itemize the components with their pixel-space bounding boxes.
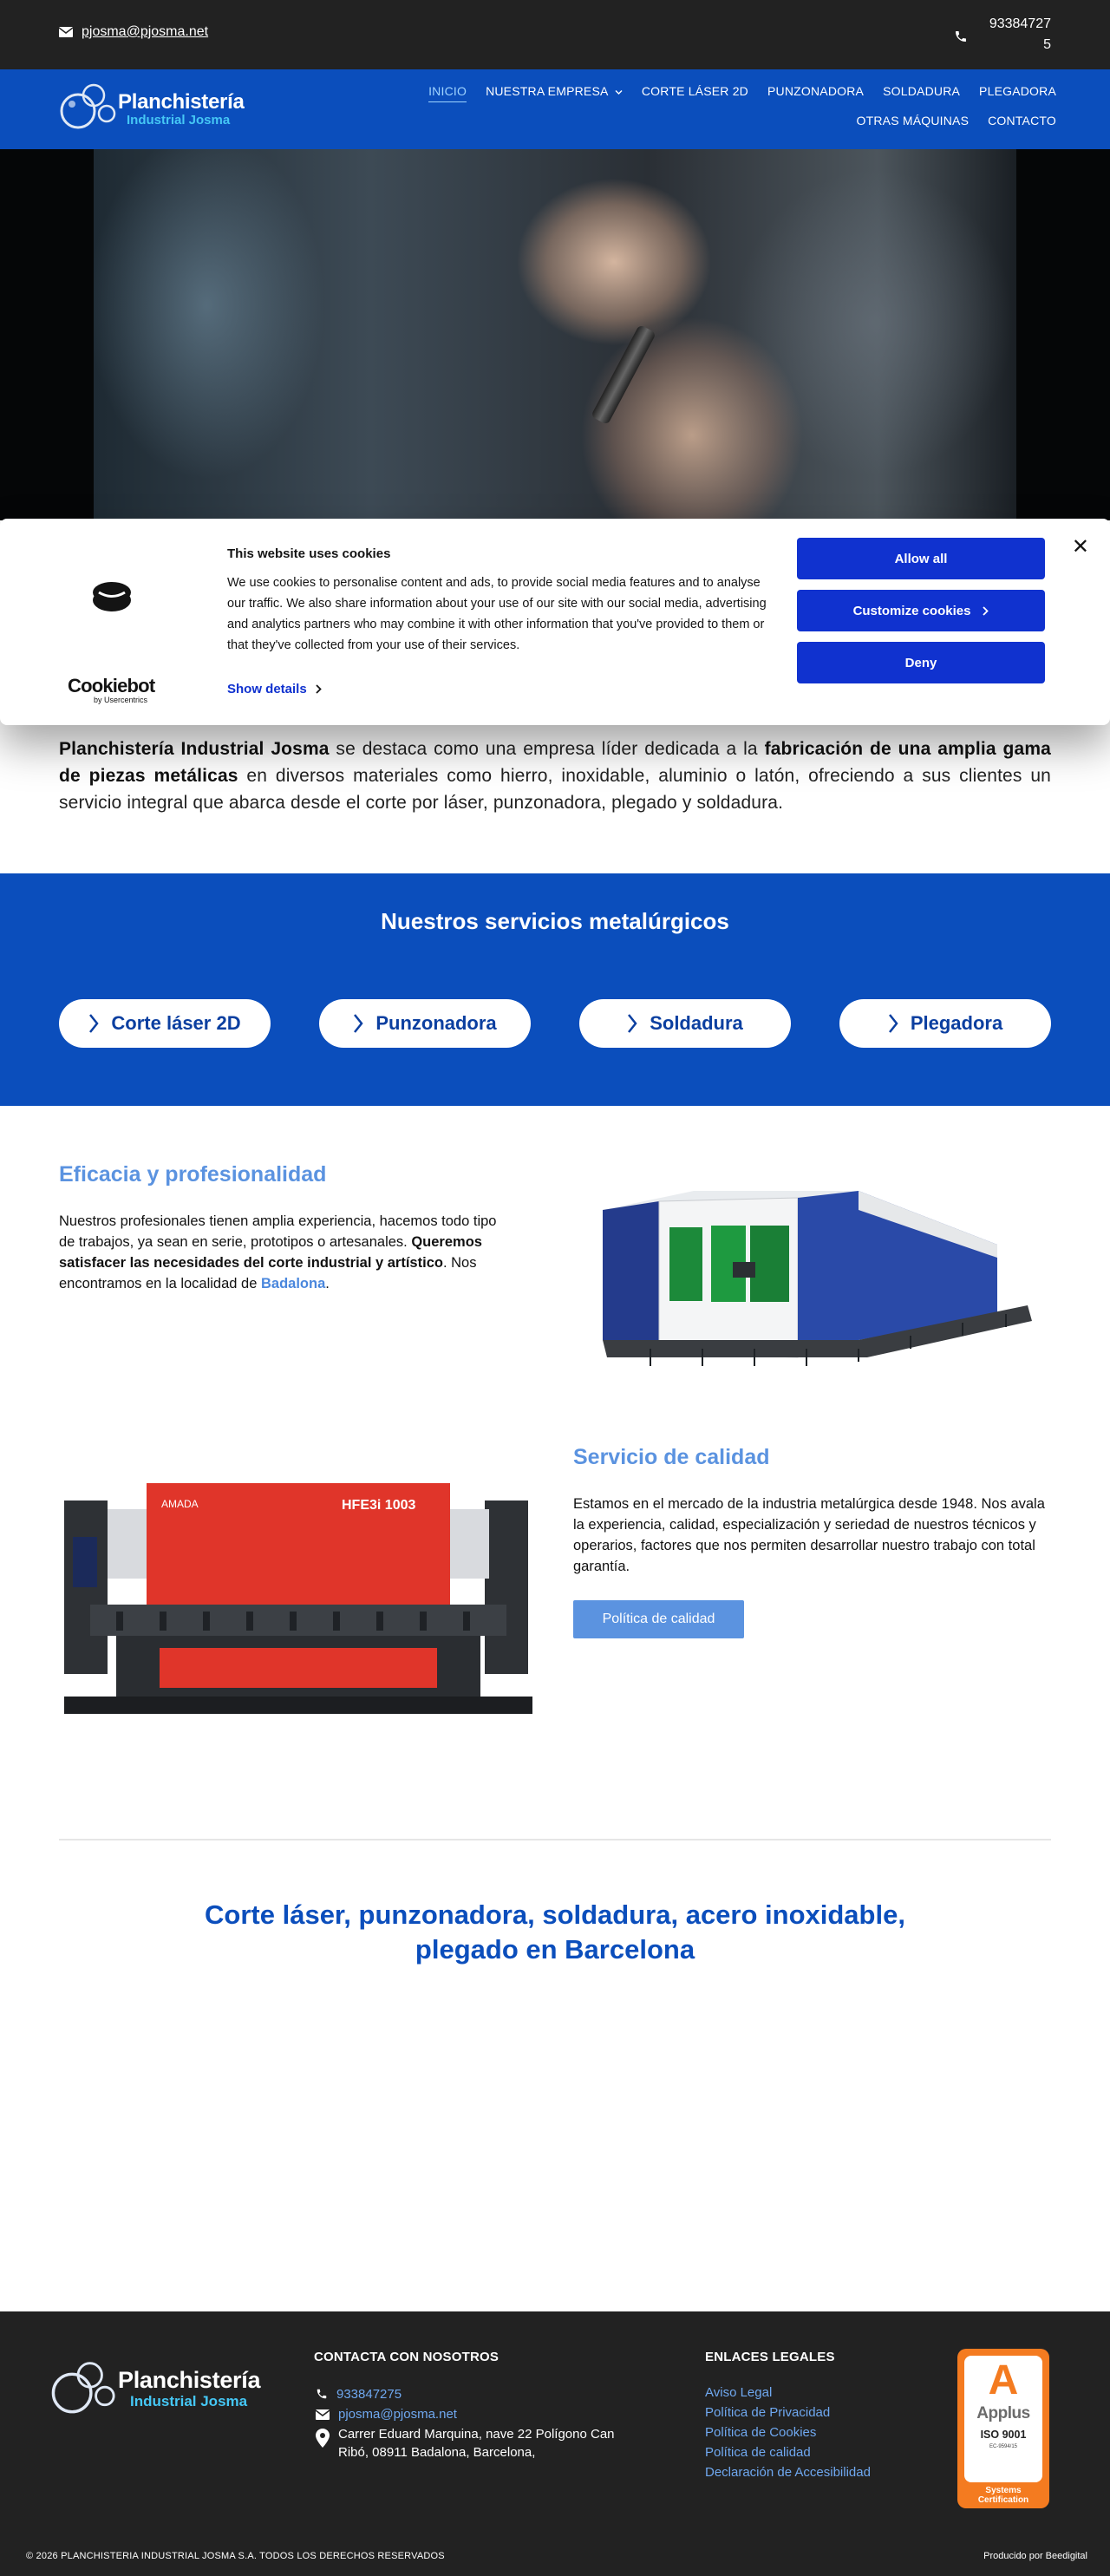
- cookiebot-by-line: by Usercentrics: [94, 696, 148, 704]
- footer-address: [316, 2425, 632, 2462]
- chevron-right-icon: [888, 1013, 898, 1034]
- legal-link-accesibilidad[interactable]: Declaración de Accesibilidad: [705, 2465, 871, 2480]
- nav-item-nuestra-empresa[interactable]: [486, 83, 623, 102]
- legal-link-privacidad[interactable]: Política de Privacidad: [705, 2405, 831, 2420]
- customize-cookies-label: Customize cookies: [852, 603, 971, 618]
- legal-link-calidad[interactable]: Política de calidad: [705, 2445, 811, 2460]
- nav-item-otras-maquinas[interactable]: OTRAS MÁQUINAS: [856, 114, 970, 127]
- footer-contact-title: CONTACTA CON NOSOTROS: [314, 2350, 500, 2364]
- machine-model-text: HFE3i 1003: [342, 1498, 416, 1513]
- cookiebot-logo: [68, 675, 154, 704]
- envelope-icon: [59, 27, 73, 37]
- footer-address-text: Carrer Eduard Marquina, nave 22 Polígono Can Ribó, 08911 Badalona, Barcelona,: [338, 2427, 615, 2460]
- services-heading: Nuestros servicios metalúrgicos: [381, 908, 729, 934]
- bubbles-logo-icon: [50, 2353, 120, 2419]
- phone-icon: [316, 2388, 328, 2400]
- footer-logo-subtitle: Industrial Josma: [130, 2393, 248, 2409]
- chevron-down-icon: [615, 89, 623, 95]
- press-brake-machine-image: [64, 1474, 532, 1726]
- feature-title-eficacia: Eficacia y profesionalidad: [59, 1162, 327, 1187]
- site-logo[interactable]: [59, 76, 250, 137]
- logo-title: Planchistería: [118, 90, 245, 114]
- footer-phone-text: 933847275: [336, 2387, 402, 2402]
- phone-icon: [954, 29, 968, 43]
- producido-link[interactable]: Producido por Beedigital: [983, 2551, 1087, 2561]
- close-icon[interactable]: ✕: [1071, 535, 1089, 559]
- phone-line-2: 5: [1043, 37, 1051, 52]
- feature1-bold: Queremos satisfacer las necesidades del corte industrial y artístico: [59, 1234, 482, 1271]
- service-label: Corte láser 2D: [111, 1012, 241, 1034]
- seo-heading: Corte láser, punzonadora, soldadura, acero inoxidable, plegado en Barcelona: [205, 1899, 905, 1965]
- nav-item-punzonadora[interactable]: PUNZONADORA: [767, 84, 865, 98]
- hero-tool-shape: [591, 324, 656, 425]
- intro-bold-2: fabricación de una amplia gama de piezas metálicas: [59, 739, 1051, 786]
- deny-button[interactable]: Deny: [797, 642, 1045, 683]
- footer-email-text: pjosma@pjosma.net: [338, 2407, 457, 2422]
- badge-caption: [957, 2486, 1049, 2505]
- bubbles-logo-icon: [59, 76, 120, 134]
- show-details-link[interactable]: [227, 682, 322, 696]
- footer-logo-title: Planchistería: [118, 2367, 261, 2393]
- intro-text-1: se destaca como una empresa líder dedicada a la: [329, 739, 765, 759]
- footer-phone[interactable]: [316, 2385, 402, 2403]
- footer-legal-title: ENLACES LEGALES: [705, 2350, 835, 2364]
- nav-item-inicio[interactable]: INICIO: [428, 83, 467, 102]
- badge-iso: ISO 9001: [980, 2429, 1027, 2441]
- section-divider: [59, 1839, 1051, 1840]
- badge-letter: A: [988, 2357, 1019, 2403]
- nav-item-corte-laser[interactable]: CORTE LÁSER 2D: [641, 84, 748, 98]
- feature1-text-3: .: [325, 1276, 330, 1291]
- service-label: Soldadura: [650, 1012, 743, 1034]
- feature-text-calidad: Estamos en el mercado de la industria metalúrgica desde 1948. Nos avala la experiencia, calidad, especialización y seriedad de nuestros técnicos y operarios, factores que nos permiten desarrollar nuestro trabajo con total garantía.: [573, 1496, 1045, 1574]
- main-menu: [319, 83, 1056, 131]
- intro-text-2: en diversos materiales como hierro, inoxidable, aluminio o latón, ofreciendo a sus clientes un servicio integral que abarca desde el corte por láser, punzonadora, plegado y soldadura.: [59, 766, 1051, 813]
- feature1-text-1: Nuestros profesionales tienen amplia experiencia, hacemos todo tipo de trabajos, ya sean en serie, prototipos o artesanales.: [59, 1213, 497, 1250]
- service-label: Plegadora: [910, 1012, 1003, 1034]
- allow-all-button[interactable]: Allow all: [797, 538, 1045, 579]
- badge-code: EC-9594/15: [989, 2444, 1018, 2449]
- chevron-right-icon: [983, 606, 989, 616]
- service-button-plegadora[interactable]: [839, 999, 1051, 1048]
- site-footer: [0, 2311, 1110, 2576]
- badge-inner: [964, 2356, 1042, 2482]
- logo-subtitle: Industrial Josma: [127, 113, 231, 127]
- nav-item-soldadura[interactable]: SOLDADURA: [883, 84, 961, 98]
- nav-item-nuestra-empresa-label: NUESTRA EMPRESA: [486, 84, 608, 98]
- badge-caption-2: Certification: [977, 2495, 1029, 2505]
- chevron-right-icon: [627, 1013, 637, 1034]
- footer-email[interactable]: [316, 2405, 457, 2423]
- top-bar: [0, 0, 1110, 69]
- badalona-link[interactable]: Badalona: [260, 1276, 326, 1291]
- chevron-right-icon: [353, 1013, 363, 1034]
- map-pin-icon: [316, 2429, 330, 2448]
- politica-calidad-button[interactable]: Política de calidad: [573, 1600, 744, 1638]
- main-navigation-bar: [0, 69, 1110, 149]
- badge-brand: Applus: [976, 2404, 1030, 2422]
- service-button-punzonadora[interactable]: [319, 999, 531, 1048]
- customize-cookies-button[interactable]: [797, 590, 1045, 631]
- envelope-icon: [316, 2409, 330, 2420]
- copyright-text: © 2026 PLANCHISTERIA INDUSTRIAL JOSMA S.A. TODOS LOS DERECHOS RESERVADOS: [26, 2551, 445, 2561]
- applus-iso-badge: [957, 2349, 1049, 2508]
- chevron-right-icon: [316, 684, 322, 694]
- service-button-soldadura[interactable]: [579, 999, 791, 1048]
- service-button-corte-laser[interactable]: [59, 999, 271, 1048]
- cookiebot-brand: Cookiebot: [68, 675, 155, 696]
- cookie-description: We use cookies to personalise content and ads, to provide social media features and to analyse our traffic. We also share information about your use of our site with our social media, advertising and analytics partners who may combine it with other information that you've provided to them or that they've collected from your use of their services.: [227, 576, 767, 652]
- cookiebot-icon: [92, 581, 132, 612]
- machine-brand-text: AMADA: [161, 1498, 199, 1510]
- feature1-text-2: . Nos encontramos en la localidad de: [59, 1255, 477, 1291]
- topbar-email-text: pjosma@pjosma.net: [82, 24, 209, 39]
- feature-title-calidad: Servicio de calidad: [573, 1445, 770, 1469]
- chevron-right-icon: [88, 1013, 99, 1034]
- intro-paragraph: [59, 736, 1051, 816]
- topbar-phone-link[interactable]: [954, 14, 1051, 56]
- cookie-consent-banner: [0, 519, 1110, 725]
- show-details-label: Show details: [227, 682, 307, 696]
- badge-caption-1: Systems: [985, 2486, 1022, 2495]
- legal-link-cookies[interactable]: Política de Cookies: [705, 2425, 817, 2440]
- laser-cutting-machine-image: [598, 1184, 1032, 1371]
- services-section: [0, 873, 1110, 1106]
- phone-line-1: 93384727: [989, 16, 1051, 31]
- hero-image: [94, 149, 1016, 520]
- topbar-email-link[interactable]: [59, 24, 208, 40]
- topbar-phone-number: [978, 14, 1051, 56]
- service-label: Punzonadora: [375, 1012, 497, 1034]
- footer-logo[interactable]: [50, 2353, 267, 2422]
- hero-video: [0, 149, 1110, 520]
- cookie-title: This website uses cookies: [227, 546, 391, 561]
- nav-item-contacto[interactable]: CONTACTO: [988, 114, 1056, 127]
- nav-item-plegadora[interactable]: PLEGADORA: [979, 84, 1056, 98]
- intro-bold-1: Planchistería Industrial Josma: [59, 739, 330, 759]
- legal-link-aviso[interactable]: Aviso Legal: [705, 2385, 773, 2400]
- feature-text-eficacia: [59, 1211, 512, 1294]
